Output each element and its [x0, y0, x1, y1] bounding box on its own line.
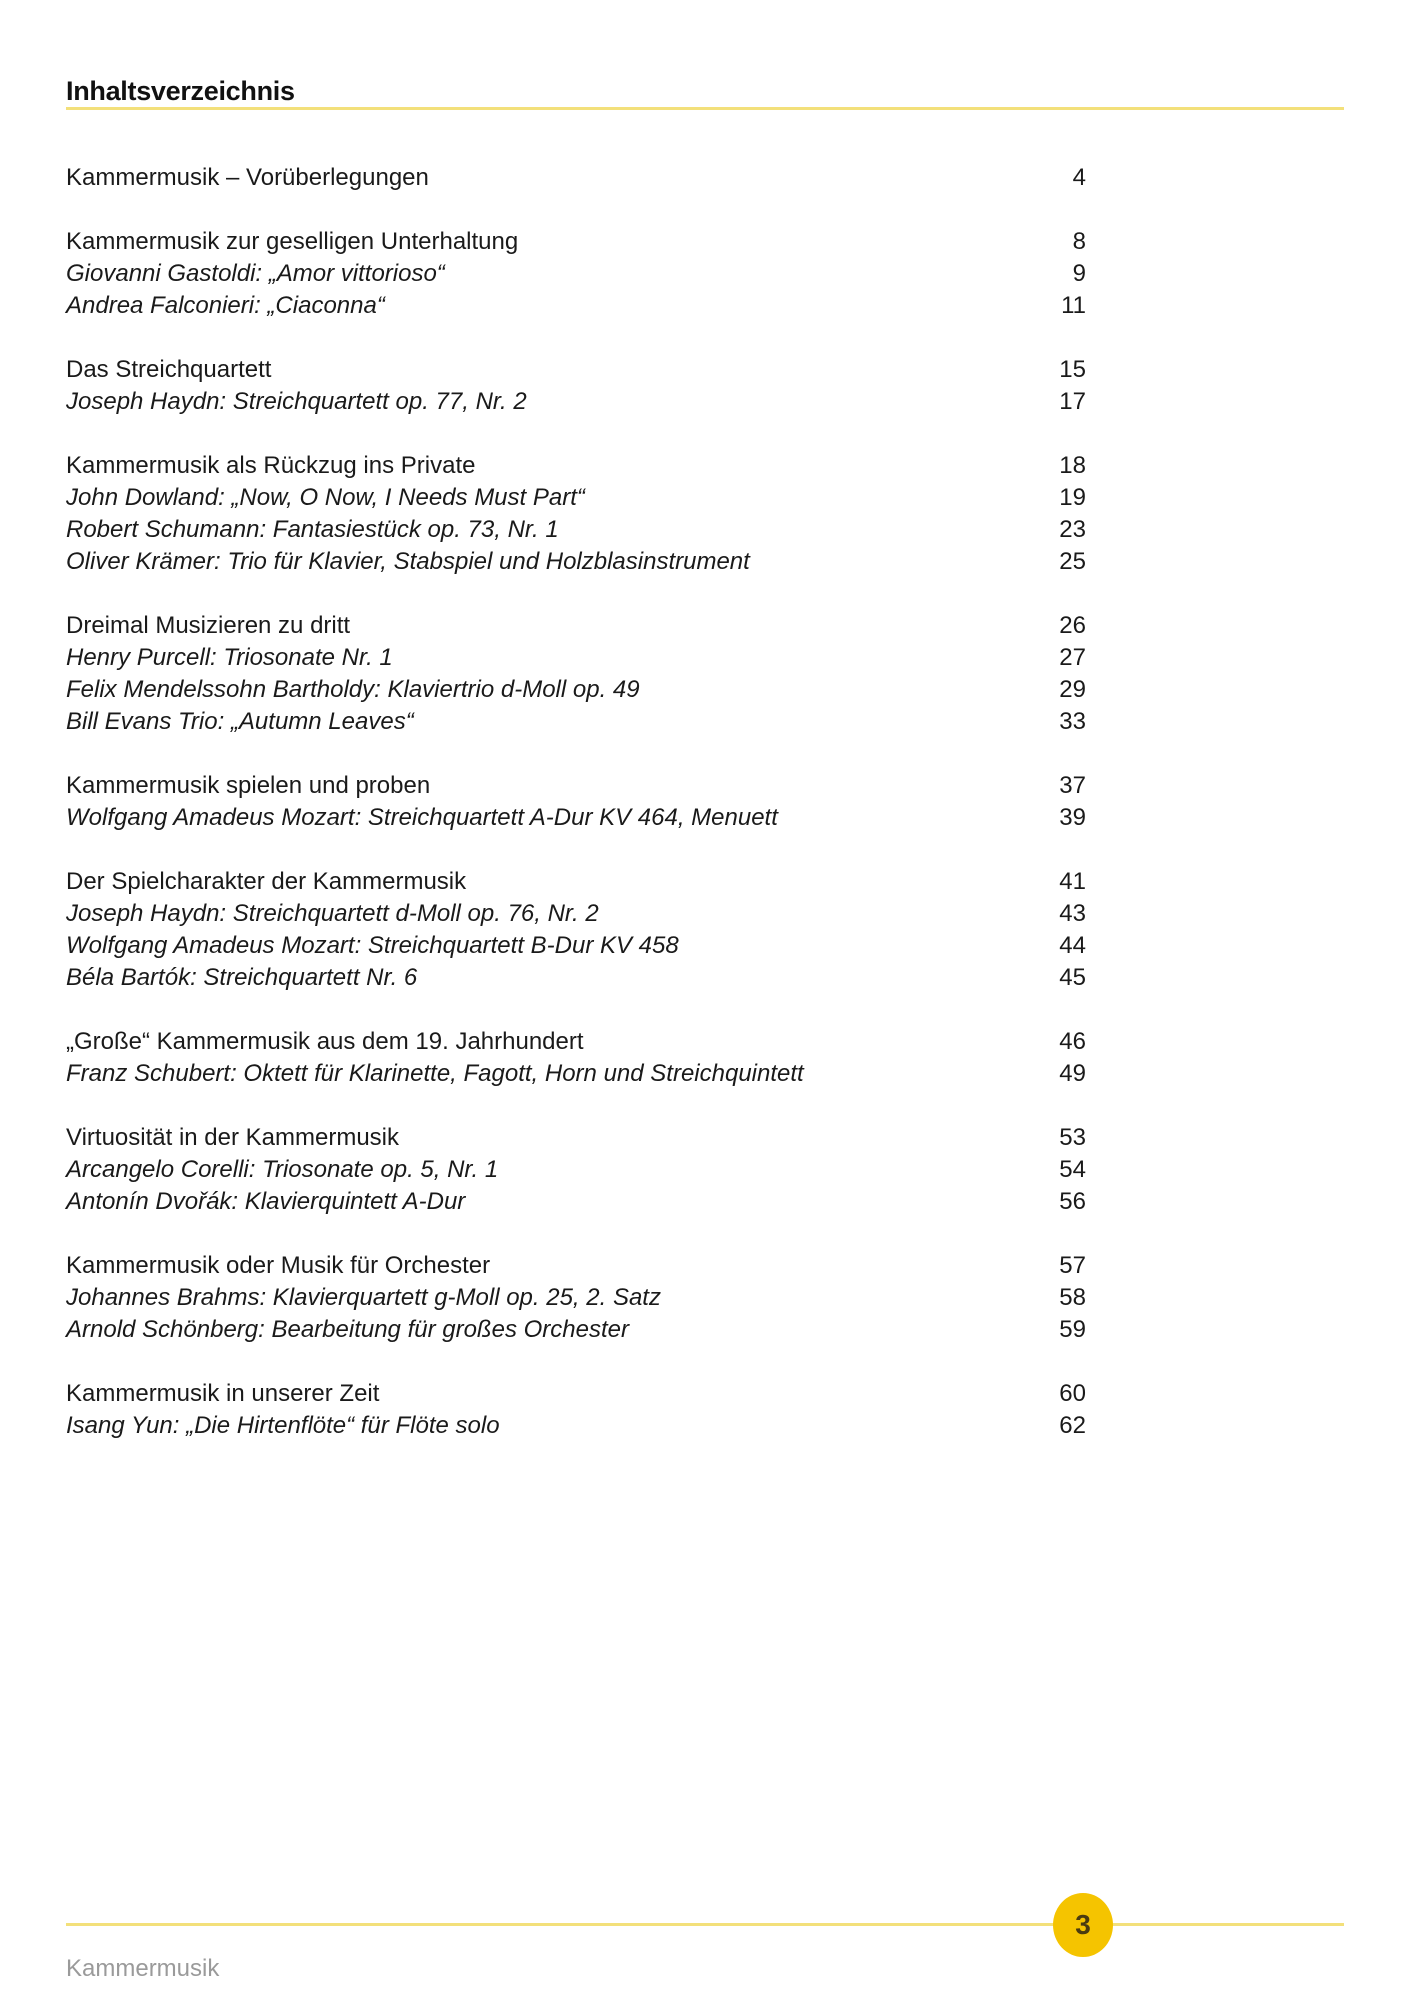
- toc-entry-title: Virtuosität in der Kammermusik: [66, 1124, 399, 1151]
- toc-subentry[interactable]: [66, 514, 1086, 546]
- toc-entry-title: Dreimal Musizieren zu dritt: [66, 612, 351, 639]
- toc-chapter-entry[interactable]: [66, 770, 1086, 802]
- toc-entry-page: 56: [1059, 1188, 1086, 1215]
- toc-entry-title: Joseph Haydn: Streichquartett d-Moll op. 76, Nr. 2: [66, 900, 599, 927]
- toc-subentry[interactable]: [66, 930, 1086, 962]
- toc-entry-title: Oliver Krämer: Trio für Klavier, Stabspiel und Holzblasinstrument: [66, 548, 750, 575]
- toc-entry-page: 19: [1059, 484, 1086, 511]
- toc-section: [66, 610, 1086, 738]
- toc-entry-page: 23: [1059, 516, 1086, 543]
- toc-entry-title: Arcangelo Corelli: Triosonate op. 5, Nr. 1: [66, 1156, 499, 1183]
- toc-entry-title: Wolfgang Amadeus Mozart: Streichquartett A-Dur KV 464, Menuett: [66, 804, 778, 831]
- toc-subentry[interactable]: [66, 258, 1086, 290]
- toc-chapter-entry[interactable]: [66, 610, 1086, 642]
- toc-subentry[interactable]: [66, 1186, 1086, 1218]
- toc-subentry[interactable]: [66, 1410, 1086, 1442]
- toc-entry-title: Robert Schumann: Fantasiestück op. 73, Nr. 1: [66, 516, 559, 543]
- toc-chapter-entry[interactable]: [66, 450, 1086, 482]
- toc-subentry[interactable]: [66, 706, 1086, 738]
- toc-entry-page: 4: [1072, 164, 1086, 191]
- toc-entry-page: 11: [1061, 292, 1086, 319]
- toc-entry-page: 9: [1072, 260, 1086, 287]
- toc-entry-title: Antonín Dvořák: Klavierquintett A-Dur: [66, 1188, 466, 1215]
- toc-entry-page: 46: [1059, 1028, 1086, 1055]
- toc-entry-page: 39: [1059, 804, 1086, 831]
- toc-entry-page: 18: [1059, 452, 1086, 479]
- toc-subentry[interactable]: [66, 1154, 1086, 1186]
- toc-subentry[interactable]: [66, 546, 1086, 578]
- toc-chapter-entry[interactable]: [66, 866, 1086, 898]
- toc-section: [66, 226, 1086, 322]
- toc-entry-title: Béla Bartók: Streichquartett Nr. 6: [66, 964, 418, 991]
- toc-entry-title: Kammermusik zur geselligen Unterhaltung: [66, 228, 519, 255]
- toc-entry-page: 57: [1059, 1252, 1086, 1279]
- toc-entry-page: 45: [1059, 964, 1086, 991]
- toc-entry-page: 54: [1059, 1156, 1086, 1183]
- toc-section: [66, 1250, 1086, 1346]
- toc-entry-title: Bill Evans Trio: „Autumn Leaves“: [66, 708, 414, 735]
- toc-entry-title: Franz Schubert: Oktett für Klarinette, Fagott, Horn und Streichquintett: [66, 1060, 804, 1087]
- toc-subentry[interactable]: [66, 1058, 1086, 1090]
- toc-entry-title: Isang Yun: „Die Hirtenflöte“ für Flöte solo: [66, 1412, 500, 1439]
- toc-entry-title: Der Spielcharakter der Kammermusik: [66, 868, 467, 895]
- toc-entry-page: 17: [1059, 388, 1086, 415]
- toc-subentry[interactable]: [66, 898, 1086, 930]
- toc-entry-page: 58: [1059, 1284, 1086, 1311]
- toc-entry-title: „Große“ Kammermusik aus dem 19. Jahrhundert: [66, 1028, 584, 1055]
- toc-subentry[interactable]: [66, 802, 1086, 834]
- toc-subentry[interactable]: [66, 386, 1086, 418]
- toc-entry-page: 26: [1059, 612, 1086, 639]
- toc-entry-title: Kammermusik oder Musik für Orchester: [66, 1252, 491, 1279]
- toc-subentry[interactable]: [66, 290, 1086, 322]
- toc-entry-page: 62: [1059, 1412, 1086, 1439]
- toc-subentry[interactable]: [66, 1282, 1086, 1314]
- toc-section: [66, 866, 1086, 994]
- toc-entry-title: John Dowland: „Now, O Now, I Needs Must Part“: [66, 484, 585, 511]
- toc-subentry[interactable]: [66, 482, 1086, 514]
- table-of-contents: [66, 162, 1086, 1474]
- toc-section: [66, 1026, 1086, 1090]
- toc-chapter-entry[interactable]: [66, 1026, 1086, 1058]
- toc-entry-title: Arnold Schönberg: Bearbeitung für großes Orchester: [66, 1316, 629, 1343]
- toc-entry-title: Wolfgang Amadeus Mozart: Streichquartett B-Dur KV 458: [66, 932, 679, 959]
- toc-entry-page: 60: [1059, 1380, 1086, 1407]
- toc-section: [66, 450, 1086, 578]
- page-title: Inhaltsverzeichnis: [66, 76, 295, 106]
- toc-entry-title: Felix Mendelssohn Bartholdy: Klaviertrio d-Moll op. 49: [66, 676, 640, 703]
- footer-book-title: Kammermusik: [66, 1955, 220, 1982]
- toc-section: [66, 1122, 1086, 1218]
- toc-entry-page: 59: [1059, 1316, 1086, 1343]
- toc-entry-title: Das Streichquartett: [66, 356, 272, 383]
- footer-divider: [66, 1923, 1344, 1926]
- toc-entry-title: Kammermusik – Vorüberlegungen: [66, 164, 429, 191]
- toc-entry-title: Henry Purcell: Triosonate Nr. 1: [66, 644, 393, 671]
- toc-entry-page: 27: [1059, 644, 1086, 671]
- toc-subentry[interactable]: [66, 642, 1086, 674]
- toc-subentry[interactable]: [66, 1314, 1086, 1346]
- toc-entry-page: 44: [1059, 932, 1086, 959]
- toc-entry-page: 53: [1059, 1124, 1086, 1151]
- toc-section: [66, 1378, 1086, 1442]
- toc-entry-page: 15: [1059, 356, 1086, 383]
- toc-section: [66, 354, 1086, 418]
- toc-entry-page: 37: [1059, 772, 1086, 799]
- toc-chapter-entry[interactable]: [66, 354, 1086, 386]
- toc-entry-title: Andrea Falconieri: „Ciaconna“: [66, 292, 385, 319]
- toc-subentry[interactable]: [66, 674, 1086, 706]
- toc-entry-title: Kammermusik spielen und proben: [66, 772, 431, 799]
- toc-chapter-entry[interactable]: [66, 226, 1086, 258]
- title-divider: [66, 107, 1344, 110]
- toc-entry-page: 29: [1059, 676, 1086, 703]
- toc-entry-page: 49: [1059, 1060, 1086, 1087]
- toc-entry-page: 43: [1059, 900, 1086, 927]
- toc-entry-page: 25: [1059, 548, 1086, 575]
- toc-chapter-entry[interactable]: [66, 162, 1086, 194]
- toc-entry-title: Johannes Brahms: Klavierquartett g-Moll op. 25, 2. Satz: [66, 1284, 661, 1311]
- toc-entry-page: 33: [1059, 708, 1086, 735]
- toc-subentry[interactable]: [66, 962, 1086, 994]
- toc-entry-page: 8: [1072, 228, 1086, 255]
- toc-entry-title: Kammermusik in unserer Zeit: [66, 1380, 380, 1407]
- toc-section: [66, 162, 1086, 194]
- toc-section: [66, 770, 1086, 834]
- toc-entry-title: Giovanni Gastoldi: „Amor vittorioso“: [66, 260, 445, 287]
- toc-chapter-entry[interactable]: [66, 1250, 1086, 1282]
- toc-chapter-entry[interactable]: [66, 1122, 1086, 1154]
- page-number-badge: 3: [1053, 1893, 1113, 1957]
- toc-chapter-entry[interactable]: [66, 1378, 1086, 1410]
- toc-entry-title: Joseph Haydn: Streichquartett op. 77, Nr. 2: [66, 388, 527, 415]
- toc-entry-title: Kammermusik als Rückzug ins Private: [66, 452, 476, 479]
- toc-entry-page: 41: [1059, 868, 1086, 895]
